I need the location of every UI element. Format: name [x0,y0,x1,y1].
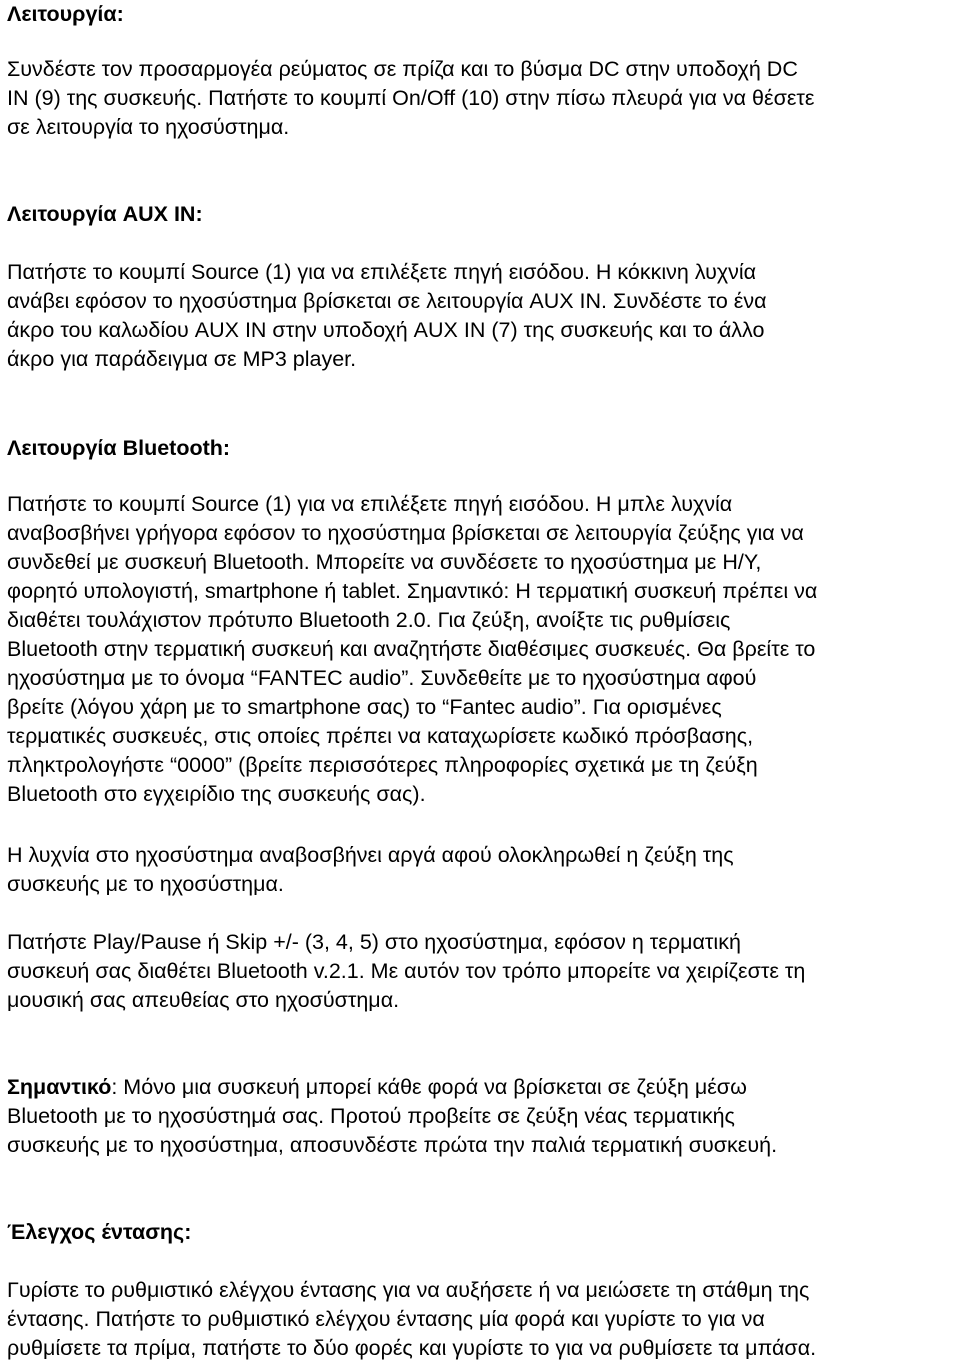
important-line: συσκευής με το ηχοσύστημα, αποσυνδέστε πρώτα την παλιά τερματική συσκευή. [7,1133,778,1157]
playback-line: Πατήστε Play/Pause ή Skip +/- (3, 4, 5) στο ηχοσύστημα, εφόσον η τερματική [7,930,741,954]
bluetooth-line: φορητό υπολογιστή, smartphone ή tablet. Σημαντικό: Η τερματική συσκευή πρέπει να [7,579,818,603]
aux-line: ανάβει εφόσον το ηχοσύστημα βρίσκεται σε λειτουργία AUX IN. Συνδέστε το ένα [7,289,767,313]
bluetooth-line: ηχοσύστημα με το όνομα “FANTEC audio”. Συνδεθείτε με το ηχοσύστημα αφού [7,666,757,690]
volume-line: ρυθμίσετε τα πρίμα, πατήστε το δύο φορές και γυρίστε το για να ρυθμίσετε τα μπάσα. [7,1336,817,1360]
important-text: : Μόνο μια συσκευή μπορεί κάθε φορά να βρίσκεται σε ζεύξη μέσω [111,1075,747,1099]
playback-line: συσκευή σας διαθέτει Bluetooth v.2.1. Με αυτόν τον τρόπο μπορείτε να χειρίζεστε τη [7,959,806,983]
bluetooth-line: Bluetooth στο εγχειρίδιο της συσκευής σας). [7,782,426,806]
bluetooth-led-line: Η λυχνία στο ηχοσύστημα αναβοσβήνει αργά αφού ολοκληρωθεί η ζεύξη της [7,843,734,867]
important-line: Bluetooth με το ηχοσύστημά σας. Προτού προβείτε σε ζεύξη νέας τερματικής [7,1104,735,1128]
bluetooth-line: βρείτε (λόγου χάρη με το smartphone σας) το “Fantec audio”. Για ορισμένες [7,695,722,719]
bluetooth-line: Bluetooth στην τερματική συσκευή και αναζητήστε διαθέσιμες συσκευές. Θα βρείτε το [7,637,816,661]
bluetooth-heading: Λειτουργία Bluetooth: [7,436,231,460]
bluetooth-line: πληκτρολογήστε “0000” (βρείτε περισσότερες πληροφορίες σχετικά με τη ζεύξη [7,753,758,777]
operation-line: Συνδέστε τον προσαρμογέα ρεύματος σε πρίζα και το βύσμα DC στην υποδοχή DC [7,57,798,81]
aux-line: Πατήστε το κουμπί Source (1) για να επιλέξετε πηγή εισόδου. Η κόκκινη λυχνία [7,260,757,284]
bluetooth-line: τερματικές συσκευές, στις οποίες πρέπει να καταχωρίσετε κωδικό πρόσβασης, [7,724,754,748]
important-label: Σημαντικό [7,1075,112,1099]
bluetooth-line: συνδεθεί με συσκευή Bluetooth. Μπορείτε να συνδέσετε το ηχοσύστημα με Η/Υ, [7,550,762,574]
aux-heading: Λειτουργία AUX IN: [7,202,203,226]
operation-line: IN (9) της συσκευής. Πατήστε το κουμπί On/Off (10) στην πίσω πλευρά για να θέσετε [7,86,815,110]
operation-line: σε λειτουργία το ηχοσύστημα. [7,115,290,139]
playback-line: μουσική σας απευθείας στο ηχοσύστημα. [7,988,400,1012]
operation-heading: Λειτουργία: [7,2,124,26]
volume-heading: Έλεγχος έντασης: [7,1220,192,1244]
important-note-first-line [7,1073,747,1102]
bluetooth-led-line: συσκευής με το ηχοσύστημα. [7,872,284,896]
aux-line: άκρο του καλωδίου AUX IN στην υποδοχή AUX IN (7) της συσκευής και το άλλο [7,318,765,342]
bluetooth-line: διαθέτει τουλάχιστον πρότυπο Bluetooth 2.0. Για ζεύξη, ανοίξτε τις ρυθμίσεις [7,608,731,632]
bluetooth-line: αναβοσβήνει γρήγορα εφόσον το ηχοσύστημα βρίσκεται σε λειτουργία ζεύξης για να [7,521,804,545]
volume-line: Γυρίστε το ρυθμιστικό ελέγχου έντασης για να αυξήσετε ή να μειώσετε τη στάθμη της [7,1278,810,1302]
volume-line: έντασης. Πατήστε το ρυθμιστικό ελέγχου έντασης μία φορά και γυρίστε το για να [7,1307,765,1331]
aux-line: άκρο για παράδειγμα σε MP3 player. [7,347,357,371]
bluetooth-line: Πατήστε το κουμπί Source (1) για να επιλέξετε πηγή εισόδου. Η μπλε λυχνία [7,492,733,516]
